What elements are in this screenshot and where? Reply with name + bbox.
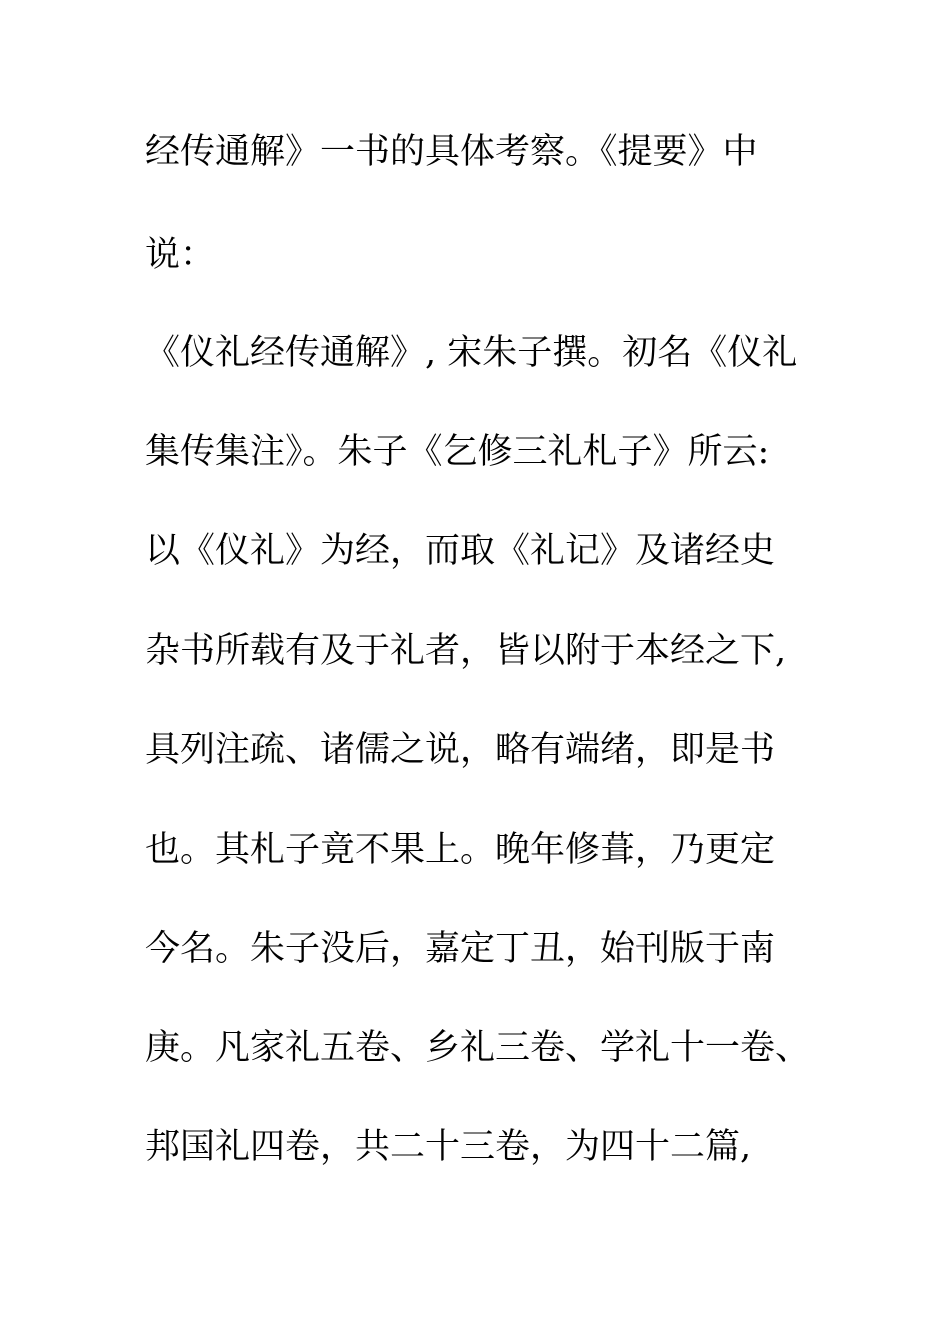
text-line-7: 具列注疏、诸儒之说，略有端绪，即是书 — [145, 730, 776, 770]
text-line-2: 说： — [145, 235, 216, 275]
text-line-4: 集传集注》。朱子《乞修三礼札子》所云: — [145, 432, 770, 472]
text-line-11: 邦国礼四卷，共二十三卷，为四十二篇, — [145, 1127, 752, 1167]
text-line-8: 也。其札子竟不果上。晚年修葺，乃更定 — [145, 830, 776, 870]
text-line-10: 庚。凡家礼五卷、乡礼三卷、学礼十一卷、 — [145, 1028, 811, 1068]
text-line-6: 杂书所载有及于礼者，皆以附于本经之下, — [145, 631, 787, 671]
text-line-5: 以《仪礼》为经，而取《礼记》及诸经史 — [145, 531, 776, 571]
text-line-1: 经传通解》一书的具体考察。《提要》中 — [145, 132, 758, 172]
text-line-9: 今名。朱子没后，嘉定丁丑，始刊版于南 — [145, 929, 776, 969]
text-line-3: 《仪礼经传通解》, 宋朱子撰。初名《仪礼 — [145, 333, 798, 373]
